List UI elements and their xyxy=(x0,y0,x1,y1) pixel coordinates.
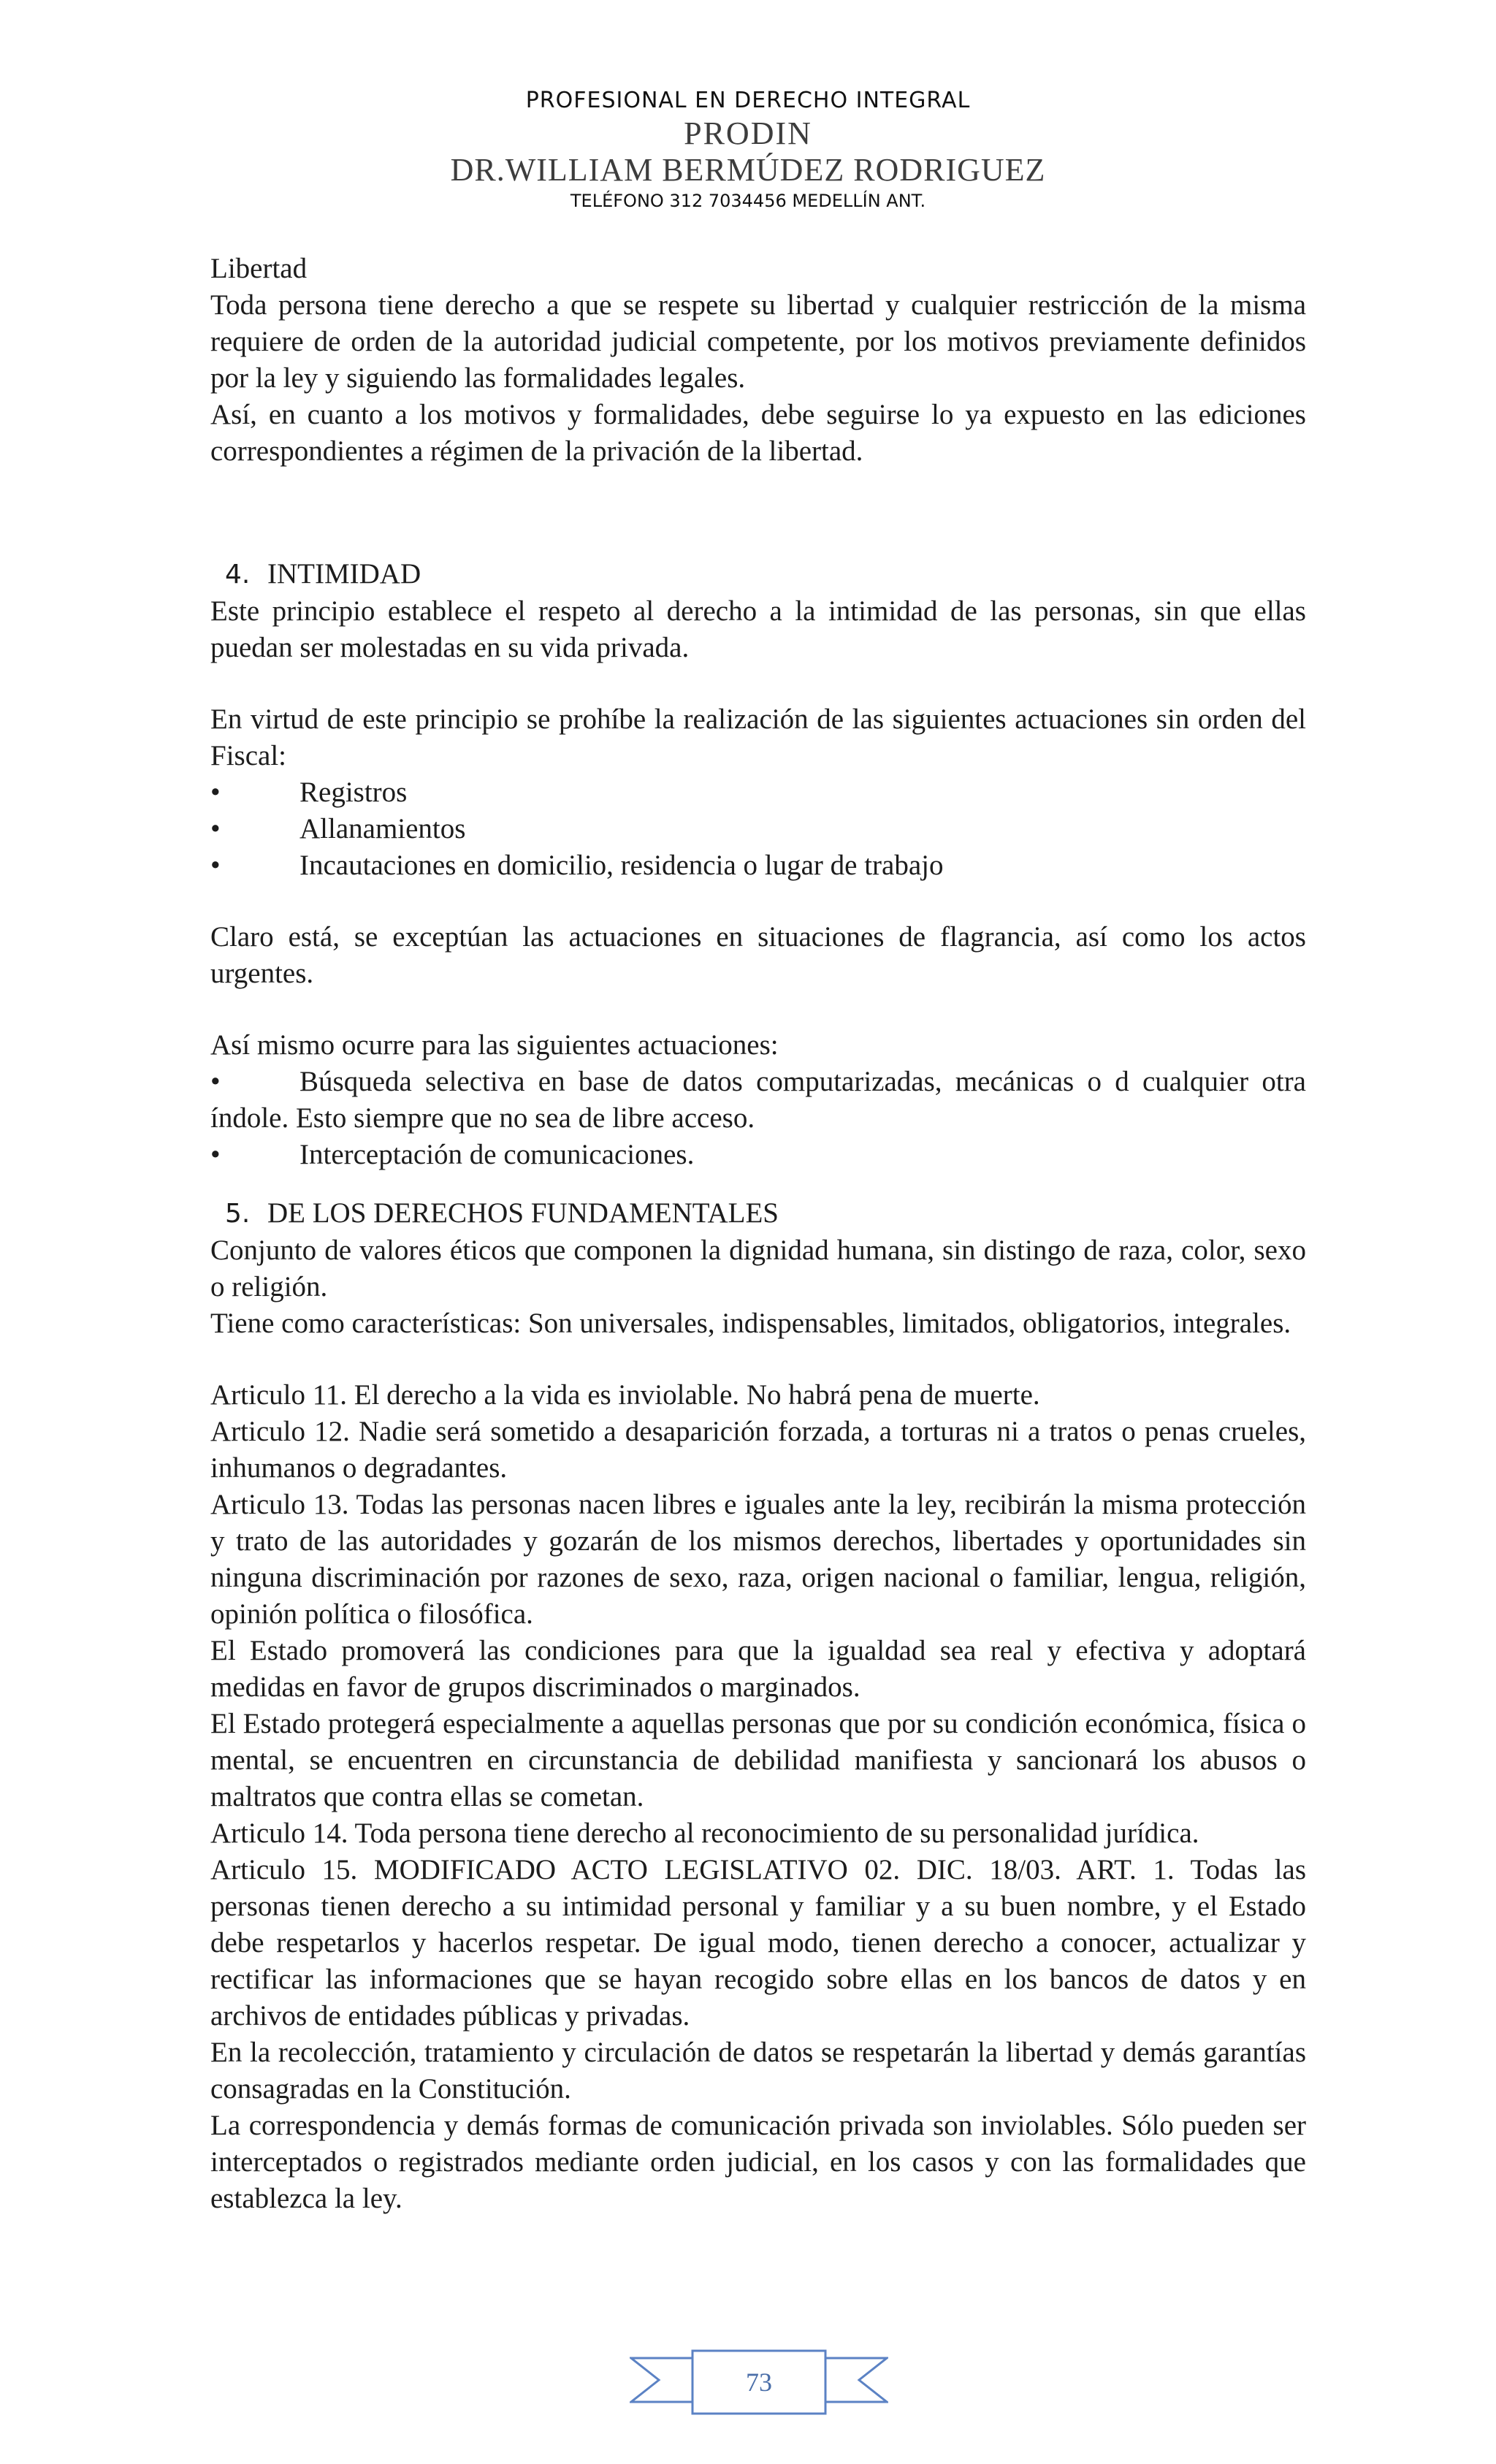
article-11: Articulo 11. El derecho a la vida es inviolable. No habrá pena de muerte. xyxy=(210,1379,1040,1411)
bullet-glyph: • xyxy=(210,813,221,844)
section-5-number: 5. xyxy=(225,1199,251,1229)
section-5-title: DE LOS DERECHOS FUNDAMENTALES xyxy=(267,1197,779,1229)
header-line-2: PRODIN xyxy=(684,115,812,151)
bullet-glyph: • xyxy=(210,850,221,881)
article-15: Articulo 15. MODIFICADO ACTO LEGISLATIVO 02. DIC. 18/03. ART. 1. Todas las personas tienen derecho a su intimidad personal y familiar y a su buen nombre, y el Estado debe respetarlos y hacerlos respetar. De igual modo, tienen derecho a conocer, actualizar y rectificar las informaciones que se hayan recogido sobre ellas en los bancos de datos y en archivos de entidades públicas y privadas. xyxy=(210,1854,1306,2032)
section-4-heading xyxy=(210,556,1306,593)
article-13-paragraph-2: El Estado promoverá las condiciones para que la igualdad sea real y efectiva y adoptará medidas en favor de grupos discriminados o marginados. xyxy=(210,1635,1306,1703)
section-5-heading xyxy=(210,1195,1306,1232)
bullet-glyph: • xyxy=(210,777,221,808)
section-4-paragraph-2: En virtud de este principio se prohíbe la realización de las siguientes actuaciones sin orden del Fiscal: xyxy=(210,703,1306,771)
section-4-number: 4. xyxy=(225,560,251,590)
article-13-paragraph-3: El Estado protegerá especialmente a aquellas personas que por su condición económica, física o mental, se encuentren en circunstancia de debilidad manifiesta y sancionará los abusos o maltratos que contra ellas se cometan. xyxy=(210,1708,1306,1812)
list-item: • Búsqueda selectiva en base de datos computarizadas, mecánicas o d cualquier otra índole. Esto siempre que no sea de libre acceso. xyxy=(210,1064,1306,1137)
bullet-glyph: • xyxy=(210,1139,221,1170)
libertad-paragraph-1: Toda persona tiene derecho a que se respete su libertad y cualquier restricción de la misma requiere de orden de la autoridad judicial competente, por los motivos previamente definidos por la ley y siguiendo las formalidades legales. xyxy=(210,289,1306,394)
section-4-paragraph-1: Este principio establece el respeto al derecho a la intimidad de las personas, sin que ellas puedan ser molestadas en su vida privada. xyxy=(210,595,1306,663)
article-12: Articulo 12. Nadie será sometido a desaparición forzada, a torturas ni a tratos o penas crueles, inhumanos o degradantes. xyxy=(210,1416,1306,1484)
libertad-title: Libertad xyxy=(210,253,308,284)
article-15-paragraph-2: En la recolección, tratamiento y circulación de datos se respetarán la libertad y demás garantías consagradas en la Constitución. xyxy=(210,2037,1306,2105)
list-item: • Allanamientos xyxy=(210,811,1306,847)
section-4-paragraph-3: Claro está, se exceptúan las actuaciones en situaciones de flagrancia, así como los actos urgentes. xyxy=(210,921,1306,989)
page-number-ribbon xyxy=(630,2345,888,2422)
list-item: • Interceptación de comunicaciones. xyxy=(210,1137,1306,1173)
section-5-paragraph-1: Conjunto de valores éticos que componen la dignidad humana, sin distingo de raza, color, sexo o religión. xyxy=(210,1235,1306,1302)
section-5-paragraph-2: Tiene como características: Son universales, indispensables, limitados, obligatorios, integrales. xyxy=(210,1308,1291,1339)
header-line-4: TELÉFONO 312 7034456 MEDELLÍN ANT. xyxy=(570,191,926,211)
list-item: • Incautaciones en domicilio, residencia o lugar de trabajo xyxy=(210,847,1306,884)
header-line-1: PROFESIONAL EN DERECHO INTEGRAL xyxy=(525,88,971,113)
header-line-3: DR.WILLIAM BERMÚDEZ RODRIGUEZ xyxy=(450,152,1046,188)
section-4-paragraph-4: Así mismo ocurre para las siguientes actuaciones: xyxy=(210,1029,779,1061)
page-header xyxy=(0,86,1496,213)
page-body xyxy=(210,251,1306,2217)
section-4-title: INTIMIDAD xyxy=(267,558,421,590)
page-number: 73 xyxy=(746,2368,772,2397)
article-14: Articulo 14. Toda persona tiene derecho al reconocimiento de su personalidad jurídica. xyxy=(210,1818,1199,1849)
bullet-glyph: • xyxy=(210,1066,221,1097)
list-item: • Registros xyxy=(210,774,1306,811)
article-13: Articulo 13. Todas las personas nacen libres e iguales ante la ley, recibirán la misma protección y trato de las autoridades y gozarán de los mismos derechos, libertades y oportunidades sin ninguna discriminación por razones de sexo, raza, origen nacional o familiar, lengua, religión, opinión política o filosófica. xyxy=(210,1489,1306,1630)
libertad-paragraph-2: Así, en cuanto a los motivos y formalidades, debe seguirse lo ya expuesto en las ediciones correspondientes a régimen de la privación de la libertad. xyxy=(210,399,1306,467)
article-15-paragraph-3: La correspondencia y demás formas de comunicación privada son inviolables. Sólo pueden ser interceptados o registrados mediante orden judicial, en los casos y con las formalidades que establezca la ley. xyxy=(210,2110,1306,2214)
